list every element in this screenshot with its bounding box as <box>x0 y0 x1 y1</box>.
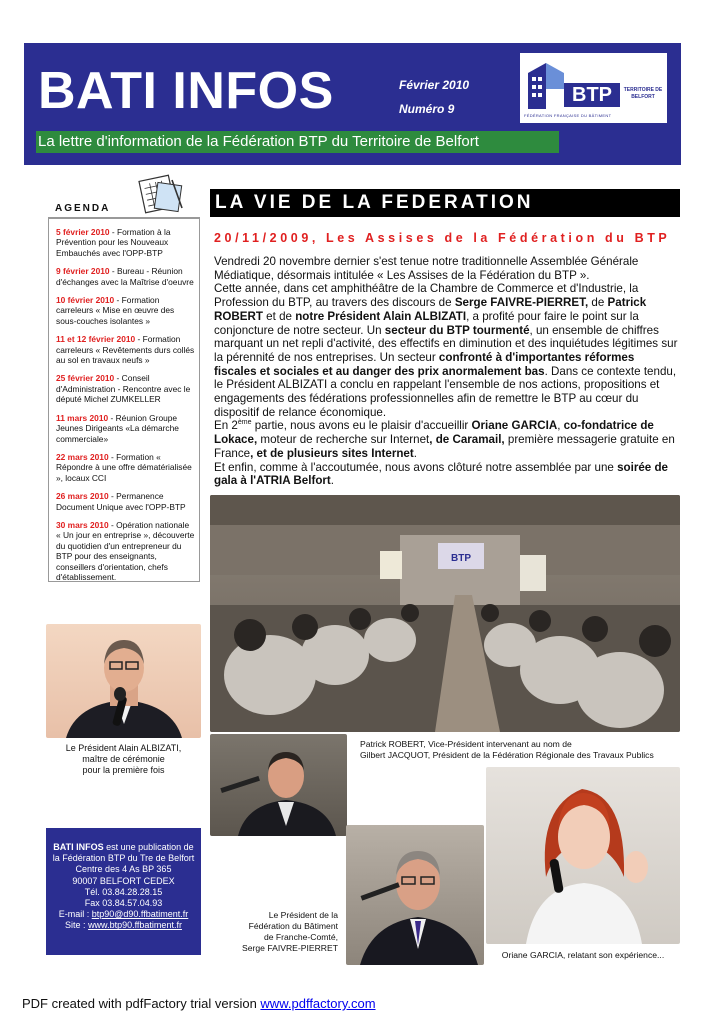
agenda-item: 25 février 2010 - Conseil d'Administration - Rencontre avec le député Michel ZUMKELLER <box>56 373 191 405</box>
btp-logo <box>520 53 667 123</box>
photo-faivre-pierret <box>346 825 484 965</box>
pdffactory-link[interactable]: www.pdffactory.com <box>260 996 376 1011</box>
caption-faivre-pierret: Le Président de la Fédération du Bâtiment de Franche-Comté, Serge FAIVRE-PIERRET <box>242 910 338 953</box>
agenda-item: 9 février 2010 - Bureau - Réunion d'échanges avec la Maîtrise d'oeuvre <box>56 266 194 287</box>
photo-robert <box>210 734 347 836</box>
logo-territory: TERRITOIRE DE BELFORT <box>623 87 663 100</box>
speaker-illustration <box>210 734 347 836</box>
speaker-illustration <box>346 825 484 965</box>
masthead <box>24 43 681 165</box>
stage-sign: BTP <box>451 553 471 564</box>
article-paragraph: En 2ème partie, nous avons eu le plaisir d'accueillir Oriane GARCIA, co-fondatrice de Lokace, moteur de recherche sur Internet, de Caramail, première messagerie gratuite en France, et de plusieurs sites Internet. <box>214 419 675 460</box>
newsletter-title: BATI INFOS <box>38 62 334 120</box>
agenda-item: 5 février 2010 - Formation à la Prévention pour les Nouveaux Embauchés avec l'OPP-BTP <box>56 227 171 258</box>
logo-federation: FÉDÉRATION FRANÇAISE DU BÂTIMENT <box>524 113 612 118</box>
photo-albizati <box>46 624 201 738</box>
article-paragraph: Et enfin, comme à l'accoutumée, nous avons clôturé notre assemblée par une soirée de gala à l'ATRIA Belfort. <box>214 460 668 488</box>
article-paragraph: Cette année, dans cet amphithéâtre de la Chambre de Commerce et d'Industrie, la Profession du BTP, au travers des discours de Serge FAIVRE-PIERRET, de Patrick ROBERT et de notre Président Alain ALBIZATI, a profité pour faire le point sur la conjoncture de notre secteur. Un secteur du BTP tourmenté, un ensemble de chiffres marquant un net repli d'activité, des effectifs en diminution et des inquiétudes légitimes sur la pérennité de nos entreprises. Un secteur confronté à d'importantes réformes fiscales et sociales et au danger des prix anormalement bas. Dans ce contexte tendu, le Président ALBIZATI a conclu en rappelant l'ensemble de nos actions, propositions et engagements des fédérations professionnelles afin de remettre le BTP au cœur du dispositif de relance économique. <box>214 282 678 419</box>
issue-date: Février 2010 <box>399 78 470 92</box>
caption-albizati: Le Président Alain ALBIZATI, maître de cérémonie pour la première fois <box>65 743 182 775</box>
email-link[interactable]: btp90@d90.ffbatiment.fr <box>91 909 189 920</box>
issue-info <box>399 73 469 121</box>
issue-number: Numéro 9 <box>399 102 455 116</box>
photo-assembly-hall <box>210 495 680 732</box>
agenda-item: 26 mars 2010 - Permanence Document Unique avec l'OPP-BTP <box>56 491 186 512</box>
caption-garcia: Oriane GARCIA, relatant son expérience... <box>501 950 665 960</box>
auditorium-illustration <box>210 495 680 732</box>
article-paragraph: Vendredi 20 novembre dernier s'est tenue notre traditionnelle Assemblée Générale Médiatique, désormais intitulée « Les Assises de la Fédération du BTP ». <box>214 255 639 282</box>
agenda-item: 10 février 2010 - Formation carreleurs « Mise en œuvre des sous-couches isolantes » <box>56 295 175 326</box>
agenda-item: 11 mars 2010 - Réunion Groupe Jeunes Dirigeants «La démarche commerciale» <box>56 412 179 444</box>
logo-brand: BTP <box>564 83 620 107</box>
photo-garcia <box>486 767 680 944</box>
agenda-header <box>48 186 200 218</box>
calendar-icon <box>138 172 186 216</box>
newsletter-subtitle: La lettre d'information de la Fédération BTP du Territoire de Belfort <box>36 131 559 153</box>
agenda-item: 30 mars 2010 - Opération nationale « Un jour en entreprise », découverte du quotidien d'un entrepreneur du BTP pour des enseignants, conseillers d'orientation, chefs d'établissement. <box>56 519 195 582</box>
article-body <box>214 255 679 488</box>
agenda-title: AGENDA <box>55 203 111 214</box>
section-title: LA VIE DE LA FEDERATION <box>210 189 680 217</box>
agenda-list <box>48 218 200 582</box>
caption-robert: Patrick ROBERT, Vice-Président intervenant au nom de Gilbert JACQUOT, Président de la Fédération Régionale des Travaux Publics <box>360 739 654 760</box>
speaker-illustration <box>46 624 201 738</box>
agenda-item: 11 et 12 février 2010 - Formation carreleurs « Revêtements durs collés au sol en travaux neufs » <box>56 334 195 366</box>
pdf-footer: PDF created with pdfFactory trial version www.pdffactory.com <box>22 996 376 1011</box>
website-link[interactable]: www.btp90.ffbatiment.fr <box>88 920 182 931</box>
article-title: 20/11/2009, Les Assises de la Fédération du BTP <box>214 231 671 245</box>
publication-info: BATI INFOS est une publication de la Fédération BTP du Tre de Belfort Centre des 4 As BP 365 90007 BELFORT CEDEX Tél. 03.84.28.28.15 Fax 03.84.57.04.93 E-mail : btp90@d90.ffbatiment.fr Site : www.btp90.ffbatiment.fr <box>46 828 201 955</box>
agenda-item: 22 mars 2010 - Formation « Répondre à une offre dématérialisée », locaux CCI <box>56 451 192 483</box>
speaker-illustration <box>486 767 680 944</box>
